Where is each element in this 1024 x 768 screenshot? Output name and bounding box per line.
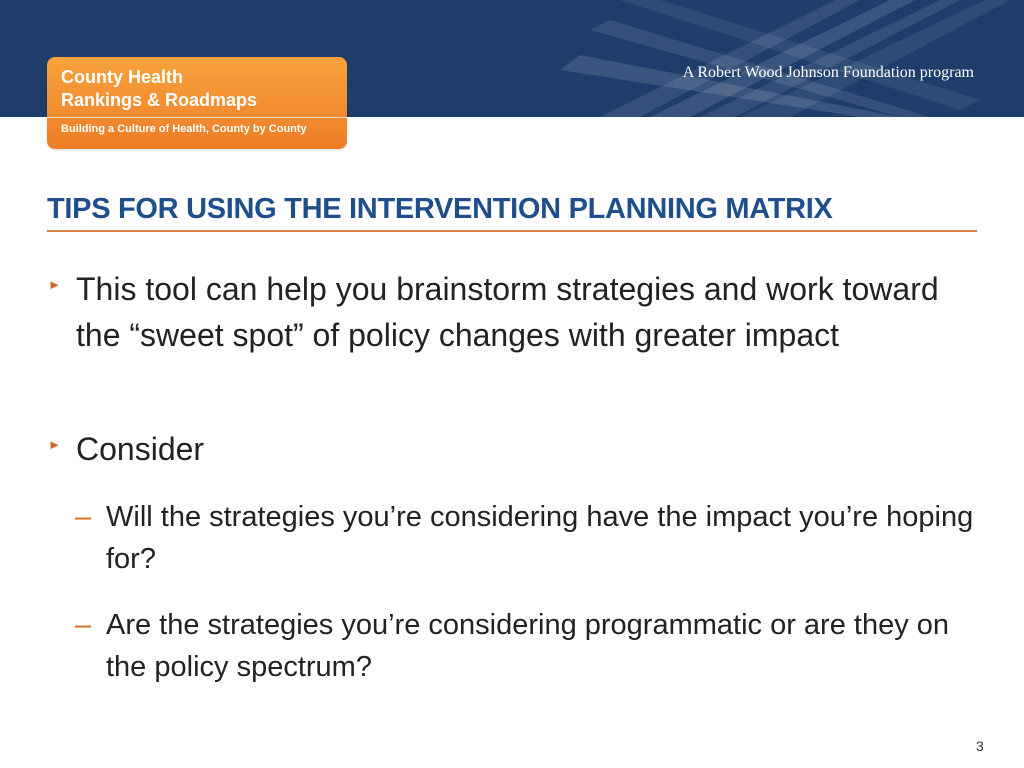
title-underline <box>47 230 977 232</box>
sub-bullet-dash-icon: – <box>75 609 92 641</box>
county-health-rankings-logo <box>47 57 347 149</box>
logo-tagline: Building a Culture of Health, County by County <box>61 123 307 135</box>
sub-bullet-text: Will the strategies you’re considering have the impact you’re hoping for? <box>106 501 974 575</box>
logo-title-line1: County Health <box>61 67 184 87</box>
sub-bullet-text: Are the strategies you’re considering programmatic or are they on the policy spectrum? <box>106 609 950 683</box>
bullet-text: This tool can help you brainstorm strategies and work toward the “sweet spot” of policy changes with greater impact <box>76 271 939 353</box>
foundation-credit: A Robert Wood Johnson Foundation program <box>682 64 974 81</box>
slide-title: TIPS FOR USING THE INTERVENTION PLANNING MATRIX <box>47 193 833 225</box>
logo-divider <box>47 117 347 118</box>
logo-title-line2: Rankings & Roadmaps <box>61 90 258 110</box>
page-number: 3 <box>976 738 984 754</box>
bullet-text: Consider <box>76 431 205 467</box>
sub-bullet-dash-icon: – <box>75 501 92 533</box>
bullet-arrow-icon: ► <box>48 437 61 452</box>
bullet-arrow-icon: ► <box>48 277 61 292</box>
